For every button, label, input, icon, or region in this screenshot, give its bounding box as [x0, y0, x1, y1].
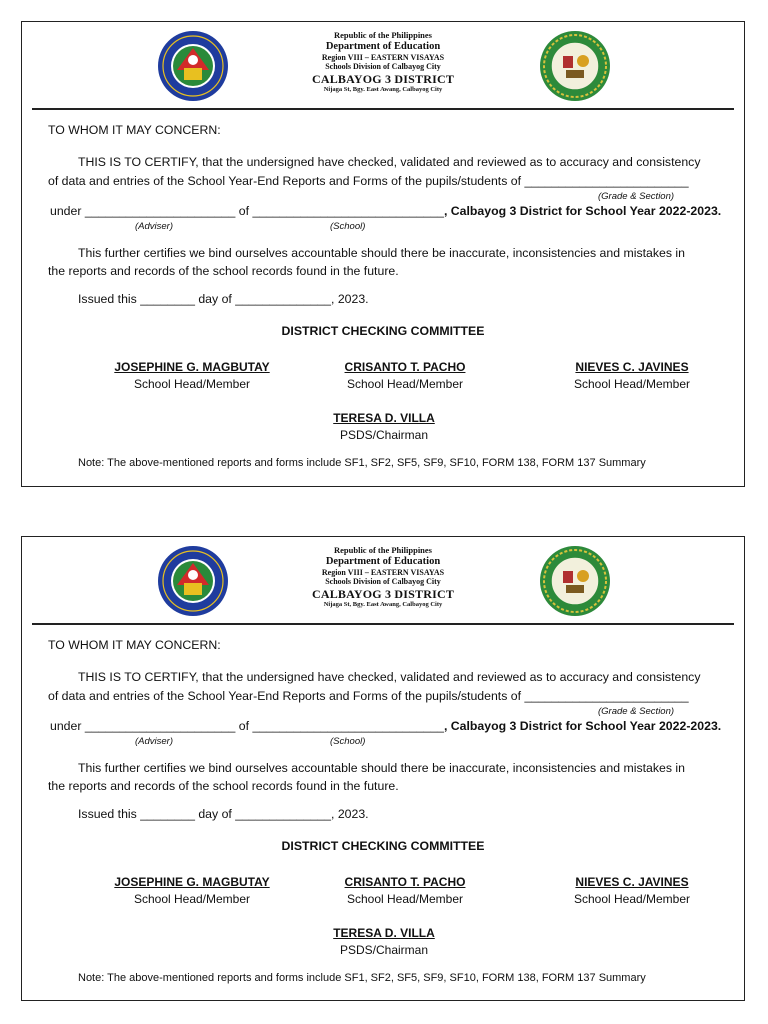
grade-section-caption: (Grade & Section) [598, 191, 675, 202]
paragraph-1-line-2 [48, 173, 720, 191]
calbayog-district-seal-icon [539, 30, 611, 102]
paragraph-1-text: of data and entries of the School Year-End Reports and Forms of the pupils/students of [48, 174, 525, 188]
certificate-bottom [21, 536, 745, 1001]
adviser-blank: ______________________ [84, 204, 236, 218]
paragraph-2-line-2: the reports and records of the school records found in the future. [48, 779, 399, 793]
district-school-year: , Calbayog 3 District for School Year 2022-2023. [443, 204, 722, 218]
address-line: Nijaga St, Bgy. East Awang, Calbayog City [323, 601, 443, 608]
paragraph-1-line-1: THIS IS TO CERTIFY, that the undersigned have checked, validated and reviewed as to accuracy and consistency [78, 670, 701, 684]
signatory-name: CRISANTO T. PACHO [344, 875, 466, 889]
signatory-name: JOSEPHINE G. MAGBUTAY [114, 360, 270, 374]
signatory-role: School Head/Member [346, 376, 464, 391]
adviser-caption: (Adviser) [135, 736, 174, 747]
signatory-role: School Head/Member [346, 891, 464, 906]
signatory-name: NIEVES C. JAVINES [575, 875, 689, 889]
under-line [50, 718, 720, 736]
region-line: Region VIII – EASTERN VISAYAS [321, 568, 445, 577]
letterhead [32, 22, 734, 110]
committee-title: DISTRICT CHECKING COMMITTEE [281, 324, 485, 338]
signatory-1 [92, 874, 292, 908]
paragraph-1-line-2 [48, 688, 720, 706]
forms-note: Note: The above-mentioned reports and forms include SF1, SF2, SF5, SF9, SF10, FORM 138, FORM 137 Summary [78, 457, 646, 469]
district-school-year: , Calbayog 3 District for School Year 2022-2023. [443, 719, 722, 733]
under-label: under [50, 204, 85, 218]
signatory-1 [92, 359, 292, 393]
signatory-name: NIEVES C. JAVINES [575, 360, 689, 374]
grade-section-caption: (Grade & Section) [598, 706, 675, 717]
chairman-role: PSDS/Chairman [339, 427, 429, 442]
school-blank: ____________________________ [252, 719, 444, 733]
adviser-caption: (Adviser) [135, 221, 174, 232]
under-line [50, 203, 720, 221]
of-label: of [235, 719, 253, 733]
signatory-2 [305, 874, 505, 908]
region-line: Region VIII – EASTERN VISAYAS [321, 53, 445, 62]
chairman-signatory [284, 925, 484, 959]
school-caption: (School) [330, 221, 366, 232]
paragraph-1-line-1: THIS IS TO CERTIFY, that the undersigned have checked, validated and reviewed as to accuracy and consistency [78, 155, 701, 169]
salutation: TO WHOM IT MAY CONCERN: [48, 638, 221, 652]
chairman-name: TERESA D. VILLA [333, 926, 435, 940]
chairman-signatory [284, 410, 484, 444]
signatory-2 [305, 359, 505, 393]
of-label: of [235, 204, 253, 218]
paragraph-2-line-1: This further certifies we bind ourselves accountable should there be inaccurate, inconsistencies and mistakes in [78, 246, 685, 260]
calbayog-district-seal-icon [539, 545, 611, 617]
republic-line: Republic of the Philippines [333, 30, 432, 40]
paragraph-2-line-1: This further certifies we bind ourselves accountable should there be inaccurate, inconsistencies and mistakes in [78, 761, 685, 775]
school-caption: (School) [330, 736, 366, 747]
under-label: under [50, 719, 85, 733]
department-line: Department of Education [325, 555, 441, 567]
signatory-3 [532, 874, 732, 908]
signatory-name: JOSEPHINE G. MAGBUTAY [114, 875, 270, 889]
committee-title: DISTRICT CHECKING COMMITTEE [281, 839, 485, 853]
signatory-role: School Head/Member [573, 891, 691, 906]
district-title: CALBAYOG 3 DISTRICT [311, 72, 455, 86]
school-blank: ____________________________ [252, 204, 444, 218]
salutation: TO WHOM IT MAY CONCERN: [48, 123, 221, 137]
republic-line: Republic of the Philippines [333, 545, 432, 555]
division-line: Schools Division of Calbayog City [325, 577, 441, 586]
signatory-role: School Head/Member [133, 376, 251, 391]
forms-note: Note: The above-mentioned reports and forms include SF1, SF2, SF5, SF9, SF10, FORM 138, FORM 137 Summary [78, 972, 646, 984]
division-line: Schools Division of Calbayog City [325, 62, 441, 71]
paragraph-2-line-2: the reports and records of the school records found in the future. [48, 264, 399, 278]
adviser-blank: ______________________ [84, 719, 236, 733]
grade-section-blank: ________________________ [524, 689, 689, 703]
chairman-role: PSDS/Chairman [339, 942, 429, 957]
issued-line: Issued this ________ day of ______________, 2023. [78, 807, 369, 821]
letterhead [32, 537, 734, 625]
grade-section-blank: ________________________ [524, 174, 689, 188]
issued-line: Issued this ________ day of ______________, 2023. [78, 292, 369, 306]
paragraph-1-text: of data and entries of the School Year-End Reports and Forms of the pupils/students of [48, 689, 525, 703]
address-line: Nijaga St, Bgy. East Awang, Calbayog City [323, 86, 443, 93]
signatory-role: School Head/Member [573, 376, 691, 391]
signatory-name: CRISANTO T. PACHO [344, 360, 466, 374]
signatory-role: School Head/Member [133, 891, 251, 906]
district-title: CALBAYOG 3 DISTRICT [311, 587, 455, 601]
chairman-name: TERESA D. VILLA [333, 411, 435, 425]
department-line: Department of Education [325, 40, 441, 52]
signatory-3 [532, 359, 732, 393]
certificate-top [21, 21, 745, 487]
